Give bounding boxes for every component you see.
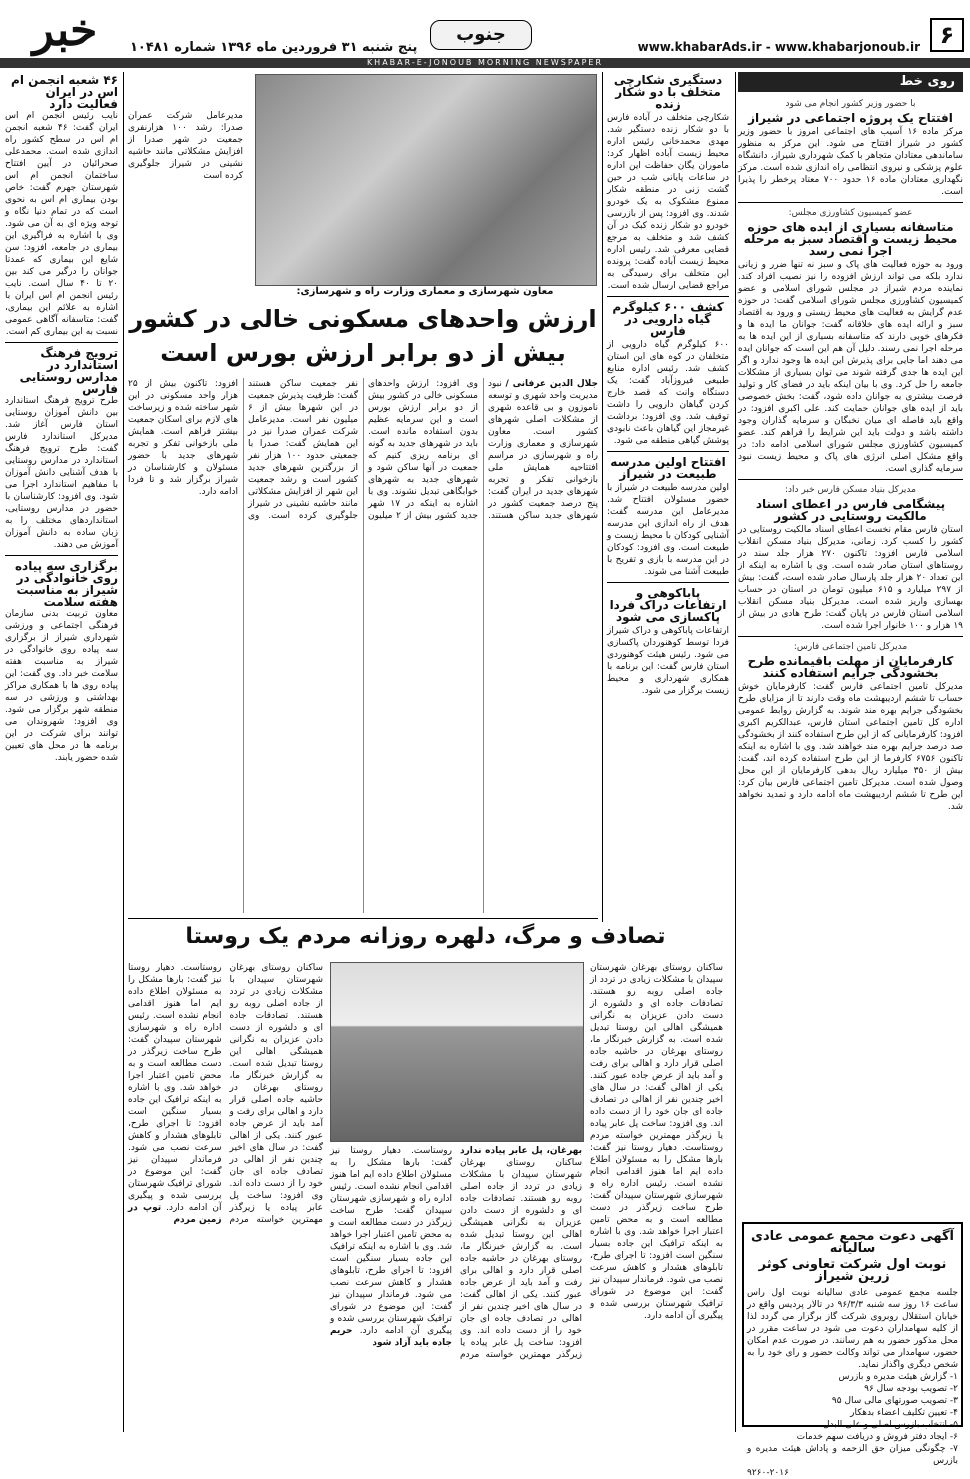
- article-body: ساکنان روستای بهرغان شهرستان سپیدان با مشکلات زیادی در تردد از جاده اصلی روبه رو هستند. تصادفات جاده ای و دلشوره از دست دادن عزیزان به نگرانی همیشگی اهالی این روستا تبدیل شده است. به گزارش خبرنگار ما، روستای بهرغان در حاشیه جاده اصلی قرار دارد و اهالی برای رفت و آمد باید از عرض جاده عبور کنند. یکی از اهالی گفت: در سال های اخیر چندین نفر از اهالی در تصادف جاده ای جان خود را از دست داده اند. وی افزود: ساخت پل عابر پیاده یا زیرگذر مهمترین خواسته مردم روستاست. دهیار روستا نیز گفت: بارها مشکل را به مسئولان اطلاع داده ایم اما هنوز اقدامی انجام نشده است. رئیس اداره راه و شهرسازی شهرستان سپیدان گفت: طرح ساخت زیرگذر در دست مطالعه است و به محض تامین اعتبار اجرا خواهد شد. وی با اشاره به اینکه ترافیک این جاده بسیار سنگین است افزود: تا اجرای طرح، تابلوهای هشدار و کاهش سرعت نصب می شود. فرماندار سپیدان نیز گفت: این موضوع در شورای ترافیک شهرستان بررسی شده و پیگیری آن ادامه دارد.: [128, 963, 323, 1225]
- road-body-bottom: [330, 1145, 582, 1430]
- article-title: افتتاح یک پروژه اجتماعی در شیراز: [748, 111, 953, 125]
- ad-agenda-item: ۱- گزارش هیئت مدیره و بازرس: [838, 1372, 958, 1382]
- divider: [5, 342, 118, 343]
- newspaper-logo: خبر: [32, 5, 98, 56]
- article-title: متاسفانه بسیاری از ایده های حوزه محیط زیست و اقتصاد سبز به مرحله اجرا نمی رسد: [743, 220, 958, 258]
- column-rule: [602, 72, 603, 922]
- site-urls[interactable]: www.khabarAds.ir - www.khabarjonoub.ir: [637, 40, 920, 54]
- article-body: طرح ترویج فرهنگ استاندارد بین دانش آموزان روستایی استان فارس آغاز شد. مدیرکل استاندارد فارس گفت: طرح ترویج فرهنگ استاندارد در مدارس روستایی با هدف آشنایی دانش آموزان با مفاهیم استاندارد اجرا می شود. وی افزود: کارشناسان با حضور در مدارس روستایی، استانداردهای مختلف را به زبان ساده به دانش آموزان آموزش می دهند.: [5, 396, 118, 550]
- kicker: مدیرکل بنیاد مسکن فارس خبر داد:: [785, 485, 916, 495]
- photo-caption: معاون شهرسازی و معماری وزارت راه و شهرسازی:: [296, 286, 554, 297]
- article-body: ساکنان روستای بهرغان شهرستان سپیدان با مشکلات زیادی در تردد از جاده اصلی روبه رو هستند. تصادفات جاده ای و دلشوره از دست دادن عزیزان به نگرانی همیشگی اهالی این روستا تبدیل شده است. به گزارش خبرنگار ما، روستای بهرغان در حاشیه جاده اصلی قرار دارد و اهالی برای رفت و آمد باید از عرض جاده عبور کنند. یکی از اهالی گفت: در سال های اخیر چندین نفر از اهالی در تصادف جاده ای جان خود را از دست داده اند. وی افزود: ساخت پل عابر پیاده یا زیرگذر مهمترین خواسته مردم روستاست. دهیار روستا نیز گفت: بارها مشکل را به مسئولان اطلاع داده ایم اما هنوز اقدامی انجام نشده است. رئیس اداره راه و شهرسازی شهرستان سپیدان گفت: طرح ساخت زیرگذر در دست مطالعه است و به محض تامین اعتبار اجرا خواهد شد. وی با اشاره به اینکه ترافیک این جاده بسیار سنگین است افزود: تا اجرای طرح، تابلوهای هشدار و کاهش سرعت نصب می شود. فرماندار سپیدان نیز گفت: این موضوع در شورای ترافیک شهرستان بررسی شده و پیگیری آن ادامه دارد.: [590, 963, 723, 1321]
- column-rule: [735, 72, 736, 1432]
- ad-notice: [742, 1222, 963, 1478]
- ad-agenda-item: ۴- تعیین تکلیف اعضاء بدهکار: [850, 1408, 958, 1418]
- main-body: [128, 378, 598, 913]
- divider: [128, 918, 598, 919]
- divider: [738, 479, 963, 480]
- article-title: کارفرمایان از مهلت باقیمانده طرح بخشودگی جرایم استفاده کنند: [747, 654, 954, 680]
- photo-note: مدیرعامل شرکت عمران صدرا: رشد ۱۰۰ هزارنفری جمعیت در شهر صدرا از افزایش مشکلاتی مانند حاشیه نشینی در شیراز جلوگیری کرده است: [128, 111, 243, 181]
- divider: [607, 451, 729, 452]
- section-name: جنوب: [430, 20, 532, 50]
- article-body: مرکز ماده ۱۶ آسیب های اجتماعی امروز با حضور وزیر کشور در شیراز افتتاح می شود. این مرکز به منظور ساماندهی معتادان متجاهر با کمک شهرداری شیراز، دانشگاه علوم پزشکی و نیروی انتظامی راه اندازی شده است. مرکز نگهداری معتادان ماده ۱۶ حدود ۷۰۰ معتاد پرخطر را پذیرا است.: [738, 127, 963, 197]
- ad-agenda-item: ۶- ایجاد دفتر فروش و دریافت سهم خدمات: [796, 1432, 958, 1442]
- subheading: توپ در زمین مردم: [128, 1203, 222, 1225]
- ad-code: ۹۲۶۰-۲۰۱۶: [747, 1468, 789, 1478]
- header-banner: KHABAR-E-JONOUB MORNING NEWSPAPER: [0, 58, 970, 68]
- byline: جلال الدین عرفانی /: [505, 379, 598, 389]
- ad-agenda-item: ۷- چگونگی میزان حق الزحمه و پاداش هیئت مدیره و بازرس: [747, 1444, 958, 1466]
- main-headline: [128, 302, 598, 370]
- ad-agenda-item: ۲- تصویب بودجه سال ۹۶: [864, 1384, 958, 1394]
- column-label: روی خط: [738, 72, 963, 92]
- kicker: با حضور وزیر کشور انجام می شود: [785, 99, 916, 109]
- headline-line: بیش از دو برابر ارزش بورس است: [160, 339, 566, 367]
- road-body-left: [128, 962, 323, 1432]
- road-photo: [330, 962, 584, 1142]
- column-rule: [123, 72, 124, 1432]
- road-headline: تصادف و مرگ، دلهره روزانه مردم یک روستا: [185, 924, 666, 949]
- article-body: ۶۰۰ کیلوگرم گیاه دارویی از متخلفان در کوه های این استان کشف شد. رئیس اداره منابع طبیعی فیروزآباد گفت: یک دستگاه وانت که قصد خارج کردن گیاهان دارویی را داشت توقیف شد. وی افزود: برداشت غیرمجاز این گیاهان باعث نابودی پوشش گیاهی منطقه می شود.: [607, 340, 729, 446]
- article-body: استان فارس مقام نخست اعطای اسناد مالکیت روستایی در کشور را کسب کرد. زمانی، مدیرکل بنیاد مسکن انقلاب اسلامی فارس افزود: تاکنون ۲۷۰ هزار جلد سند در روستاهای استان صادر شده است. وی با اشاره به اینکه از این تعداد ۲۰ هزار جلد پارسال صادر شده است، گفت: بیش از ۲۹۷ میلیارد و ۶۱۵ میلیون تومان در استان در حساب بهسازی واریز شده است. مدیرکل بنیاد مسکن انقلاب اسلامی استان فارس در پایان گفت: طرح هادی در بیش از ۱۹ هزار و ۱۰۰ خانوار اجرا شده است.: [738, 525, 964, 631]
- right-column: [738, 96, 963, 1216]
- ad-agenda-item: ۳- تصویب صورتهای مالی سال ۹۵: [831, 1396, 958, 1406]
- article-body: ورود به حوزه فعالیت های پاک و سبز نه تنها ضرر و زیانی ندارد بلکه می تواند ارزش افزوده را نیز نصیب افراد کند. نماینده مردم شیراز در مجلس شورای اسلامی و عضو کمیسیون کشاورزی مجلس شورای اسلامی گفت: در حوزه عدم گرایش به فعالیت های محیط زیستی و ورود به اقتصاد سبز و ارائه ایده های خلاقانه گفت: جوانان ما ایده ها و فکرهای خوبی دارند که متاسفانه بسیاری از این ایده ها به مرحله اجرا نمی رسند. دلیل آن هم این است که جوانان ایده می دهند اما جایی برای پذیرش این ایده ها وجود ندارد و اگر این ایده ها جدی گرفته شوند می توان بسیاری از مشکلات جامعه را حل کرد. وی با بیان اینکه باید در فضای کار و تولید فرصت بیشتری به جوانان داده شود، گفت: بخش خصوصی باید از ایده های جوانان حمایت کند. علی اکبری افزود: در واقع باید فاصله ای میان نخبگان و سرمایه گذاران وجود داشته باشد و دولت باید این شرایط را فراهم کند. عضو کمیسیون کشاورزی مجلس شورای اسلامی ادامه داد: در واقع مشکل اصلی انرژی های پاک و محیط زیست نبود سرمایه گذاری است.: [738, 260, 963, 474]
- ad-subtitle: نوبت اول شرکت تعاونی کوثر زرین شیراز: [758, 1257, 947, 1284]
- article-body: نایب رئیس انجمن ام اس ایران گفت: ۴۶ شعبه انجمن ام اس در سطح کشور راه اندازی شده است. محمدعلی صحرائیان در آیین افتتاح ساختمان انجمن ام اس شهرستان جهرم گفت: خاص بودن بیماری ام اس به نحوی است که در تمام دنیا نگاه و توجه ویژه ای به آن می شود. وی با اشاره به فراگیری این بیماری در جامعه، افزود: سن شایع این بیماری که عمدتا جوانان را درگیر می کند بین ۲۰ تا ۴۰ سال است. نایب رئیس انجمن ام اس ایران با اشاره به علائم این بیماری، گفت: متاسفانه آگاهی عمومی نسبت به این بیماری کم است.: [5, 111, 119, 337]
- article-title: پاباکوهی و ارتفاعات دراک فردا پاکسازی می شود: [609, 586, 727, 624]
- divider: [607, 582, 729, 583]
- masthead: [0, 0, 970, 60]
- article-title: دستگیری شکارچی متخلف با دو شکار زنده: [613, 73, 723, 111]
- article-title: ۴۶ شعبه انجمن ام اس در ایران فعالیت دارد: [11, 73, 118, 111]
- article-body: اولین مدرسه طبیعت در شیراز با حضور مسئولان افتتاح شد. مدیرعامل این مدرسه گفت: هدف از راه اندازی این مدرسه آشنایی کودکان با محیط زیست و طبیعت است. وی افزود: کودکان در این مدرسه با بازی و تفریح با طبیعت آشنا می شوند.: [607, 483, 729, 577]
- article-body: معاون تربیت بدنی سازمان فرهنگی اجتماعی و ورزشی شهرداری شیراز از برگزاری سه پیاده روی خانوادگی در شیراز به مناسبت هفته سلامت خبر داد. وی گفت: این پیاده روی ها با همکاری مراکز بهداشتی و ورزشی در سه منطقه شهر برگزار می شود. وی افزود: شهروندان می توانند برای شرکت در این برنامه ها در محل های تعیین شده حضور یابند.: [5, 609, 118, 763]
- kicker: مدیرکل تامین اجتماعی فارس:: [793, 642, 908, 652]
- ad-body: جلسه مجمع عمومی عادی سالیانه نوبت اول راس ساعت ۱۶ روز سه شنبه ۹۶/۳/۳ در تالار پردیس واقع در خیابان استقلال روبروی شرکت گاز برگزار می گردد لذا از کلیه سهامداران دعوت می شود در ساعت مقرر در محل مذکور حضور به هم رسانند. در صورت عدم امکان حضور، سهامدار می تواند وکالت حضور و رای خود را به شخص دیگری واگذار نماید.: [747, 1288, 958, 1370]
- ad-title: آگهی دعوت مجمع عمومی عادی سالیانه: [751, 1229, 954, 1256]
- kicker: عضو کمیسیون کشاورزی مجلس:: [788, 208, 913, 218]
- divider: [738, 202, 963, 203]
- article-title: افتتاح اولین مدرسه طبیعت در شیراز: [610, 455, 726, 481]
- article-body: ارتفاعات پاباکوهی و دراک شیراز فردا توسط کوهنوردان پاکسازی می شود. رئیس هیئت کوهنوردی استان فارس گفت: این برنامه با همکاری شهرداری و محیط زیست برگزار می شود.: [607, 626, 729, 696]
- article-body: شکارچی متخلف در آباده فارس با دو شکار زنده دستگیر شد. مهدی محمدخانی رئیس اداره محیط زیست آباده اظهار کرد: ماموران یگان حفاظت این اداره در ساعات پایانی شب در حین گشت زنی در منطقه شکار ممنوع مشکوک به یک خودرو شدند. وی افزود: پس از بازرسی خودرو دو شکار زنده کبک در آن کشف شد و متخلف به مرجع قضایی معرفی شد. رئیس اداره محیط زیست آباده گفت: پرونده این متخلف برای رسیدگی به مراجع قضایی ارسال شده است.: [607, 113, 729, 291]
- subheading: بهرغان، پل عابر پیاده ندارد: [460, 1146, 582, 1156]
- divider: [607, 296, 729, 297]
- article-body: ساکنان روستای بهرغان شهرستان سپیدان با مشکلات زیادی در تردد از جاده اصلی روبه رو هستند. تصادفات جاده ای و دلشوره از دست دادن عزیزان به نگرانی همیشگی اهالی این روستا تبدیل شده است. به گزارش خبرنگار ما، روستای بهرغان در حاشیه جاده اصلی قرار دارد و اهالی برای رفت و آمد باید از عرض جاده عبور کنند. یکی از اهالی گفت: در سال های اخیر چندین نفر از اهالی در تصادف جاده ای جان خود را از دست داده اند. وی افزود: ساخت پل عابر پیاده یا زیرگذر مهمترین خواسته مردم روستاست. دهیار روستا نیز گفت: بارها مشکل را به مسئولان اطلاع داده ایم اما هنوز اقدامی انجام نشده است. رئیس اداره راه و شهرسازی شهرستان سپیدان گفت: طرح ساخت زیرگذر در دست مطالعه است و به محض تامین اعتبار اجرا خواهد شد. وی با اشاره به اینکه ترافیک این جاده بسیار سنگین است افزود: تا اجرای طرح، تابلوهای هشدار و کاهش سرعت نصب می شود. فرماندار سپیدان نیز گفت: این موضوع در شورای ترافیک شهرستان بررسی شده و پیگیری آن ادامه دارد.: [330, 1146, 582, 1360]
- road-body-right: [590, 962, 723, 1432]
- left-column: [5, 74, 118, 1430]
- article-title: کشف ۶۰۰ کیلوگرم گیاه دارویی در فارس: [612, 300, 724, 338]
- article-title: برگزاری سه پیاده روی خانوادگی در شیراز به مناسبت هفته سلامت: [14, 559, 118, 609]
- article-title: ترویج فرهنگ استاندارد در مدارس روستایی فارس: [19, 346, 118, 396]
- dateline: پنج شنبه ۳۱ فروردین ماه ۱۳۹۶ شماره ۱۰۴۸۱: [130, 40, 418, 55]
- divider: [738, 636, 963, 637]
- article-body: نبود مدیریت واحد شهری و توسعه ناموزون و بی قاعده شهری از مشکلات اصلی شهرهای کشور است. معاون شهرسازی و معماری وزارت راه و شهرسازی در مراسم افتتاحیه همایش ملی بازخوانی تفکر و تجربه شهرهای جدید در ایران گفت: پنج درصد جمعیت کشور در شهرهای جدید ساکن هستند. وی افزود: ارزش واحدهای مسکونی خالی در کشور بیش از دو برابر ارزش بورس است و این سرمایه عظیم بدون استفاده مانده است. باید در شهرهای جدید به گونه ای برنامه ریزی کنیم که جمعیت در آنها ساکن شود و شهرهای جدید به شهرهای خوابگاهی تبدیل نشوند. وی با اشاره به اینکه در ۱۷ شهر جدید کشور بیش از ۲ میلیون نفر جمعیت ساکن هستند گفت: ظرفیت پذیرش جمعیت در این شهرها بیش از ۶ میلیون نفر است. مدیرعامل شرکت عمران صدرا نیز در این همایش گفت: صدرا با جمعیتی حدود ۱۰۰ هزار نفر از بزرگترین شهرهای جدید کشور است و رشد جمعیت این شهر از افزایش مشکلاتی مانند حاشیه نشینی در شیراز جلوگیری کرده است. وی افزود: تاکنون بیش از ۲۵ هزار واحد مسکونی در این شهر ساخته شده و زیرساخت های لازم برای اسکان جمعیت بیشتر فراهم است. همایش ملی بازخوانی تفکر و تجربه شهرهای جدید با حضور مسئولان و کارشناسان در شیراز برگزار شد و تا فردا ادامه دارد.: [128, 379, 598, 521]
- article-body: مدیرکل تامین اجتماعی فارس گفت: کارفرمایان خوش حساب تا ششم اردیبهشت ماه وقت دارند تا از مزایای طرح بخشودگی جرایم بهره مند شوند. به گزارش روابط عمومی اداره کل تامین اجتماعی استان فارس، عبدالکریم اکبری افزود: کارفرمایانی که از این طرح استفاده کنند از بخشودگی صد درصد جرایم بهره مند خواهند شد. وی با اشاره به اینکه تاکنون ۶۷۵۶ کارفرما از این طرح استفاده کرده اند، گفت: بیش از ۳۵۰ میلیارد ریال بدهی کارفرمایان از این محل وصول شده است. مدیرکل تامین اجتماعی فارس بیان کرد: این طرح تا ششم اردیبهشت ماه ادامه دارد و تمدید نخواهد شد.: [738, 682, 963, 812]
- article-title: پیشگامی فارس در اعطای اسناد مالکیت روستایی در کشور: [755, 497, 946, 523]
- headline-line: ارزش واحدهای مسکونی خالی در کشور: [129, 305, 597, 333]
- subheading: حریم جاده باید آزاد شود: [330, 1326, 452, 1348]
- page-number: ۶: [930, 18, 964, 52]
- officials-photo: [255, 74, 597, 286]
- divider: [5, 555, 118, 556]
- ad-agenda-item: ۵- انتخاب بازرس اصلی و علی البدل: [823, 1420, 958, 1430]
